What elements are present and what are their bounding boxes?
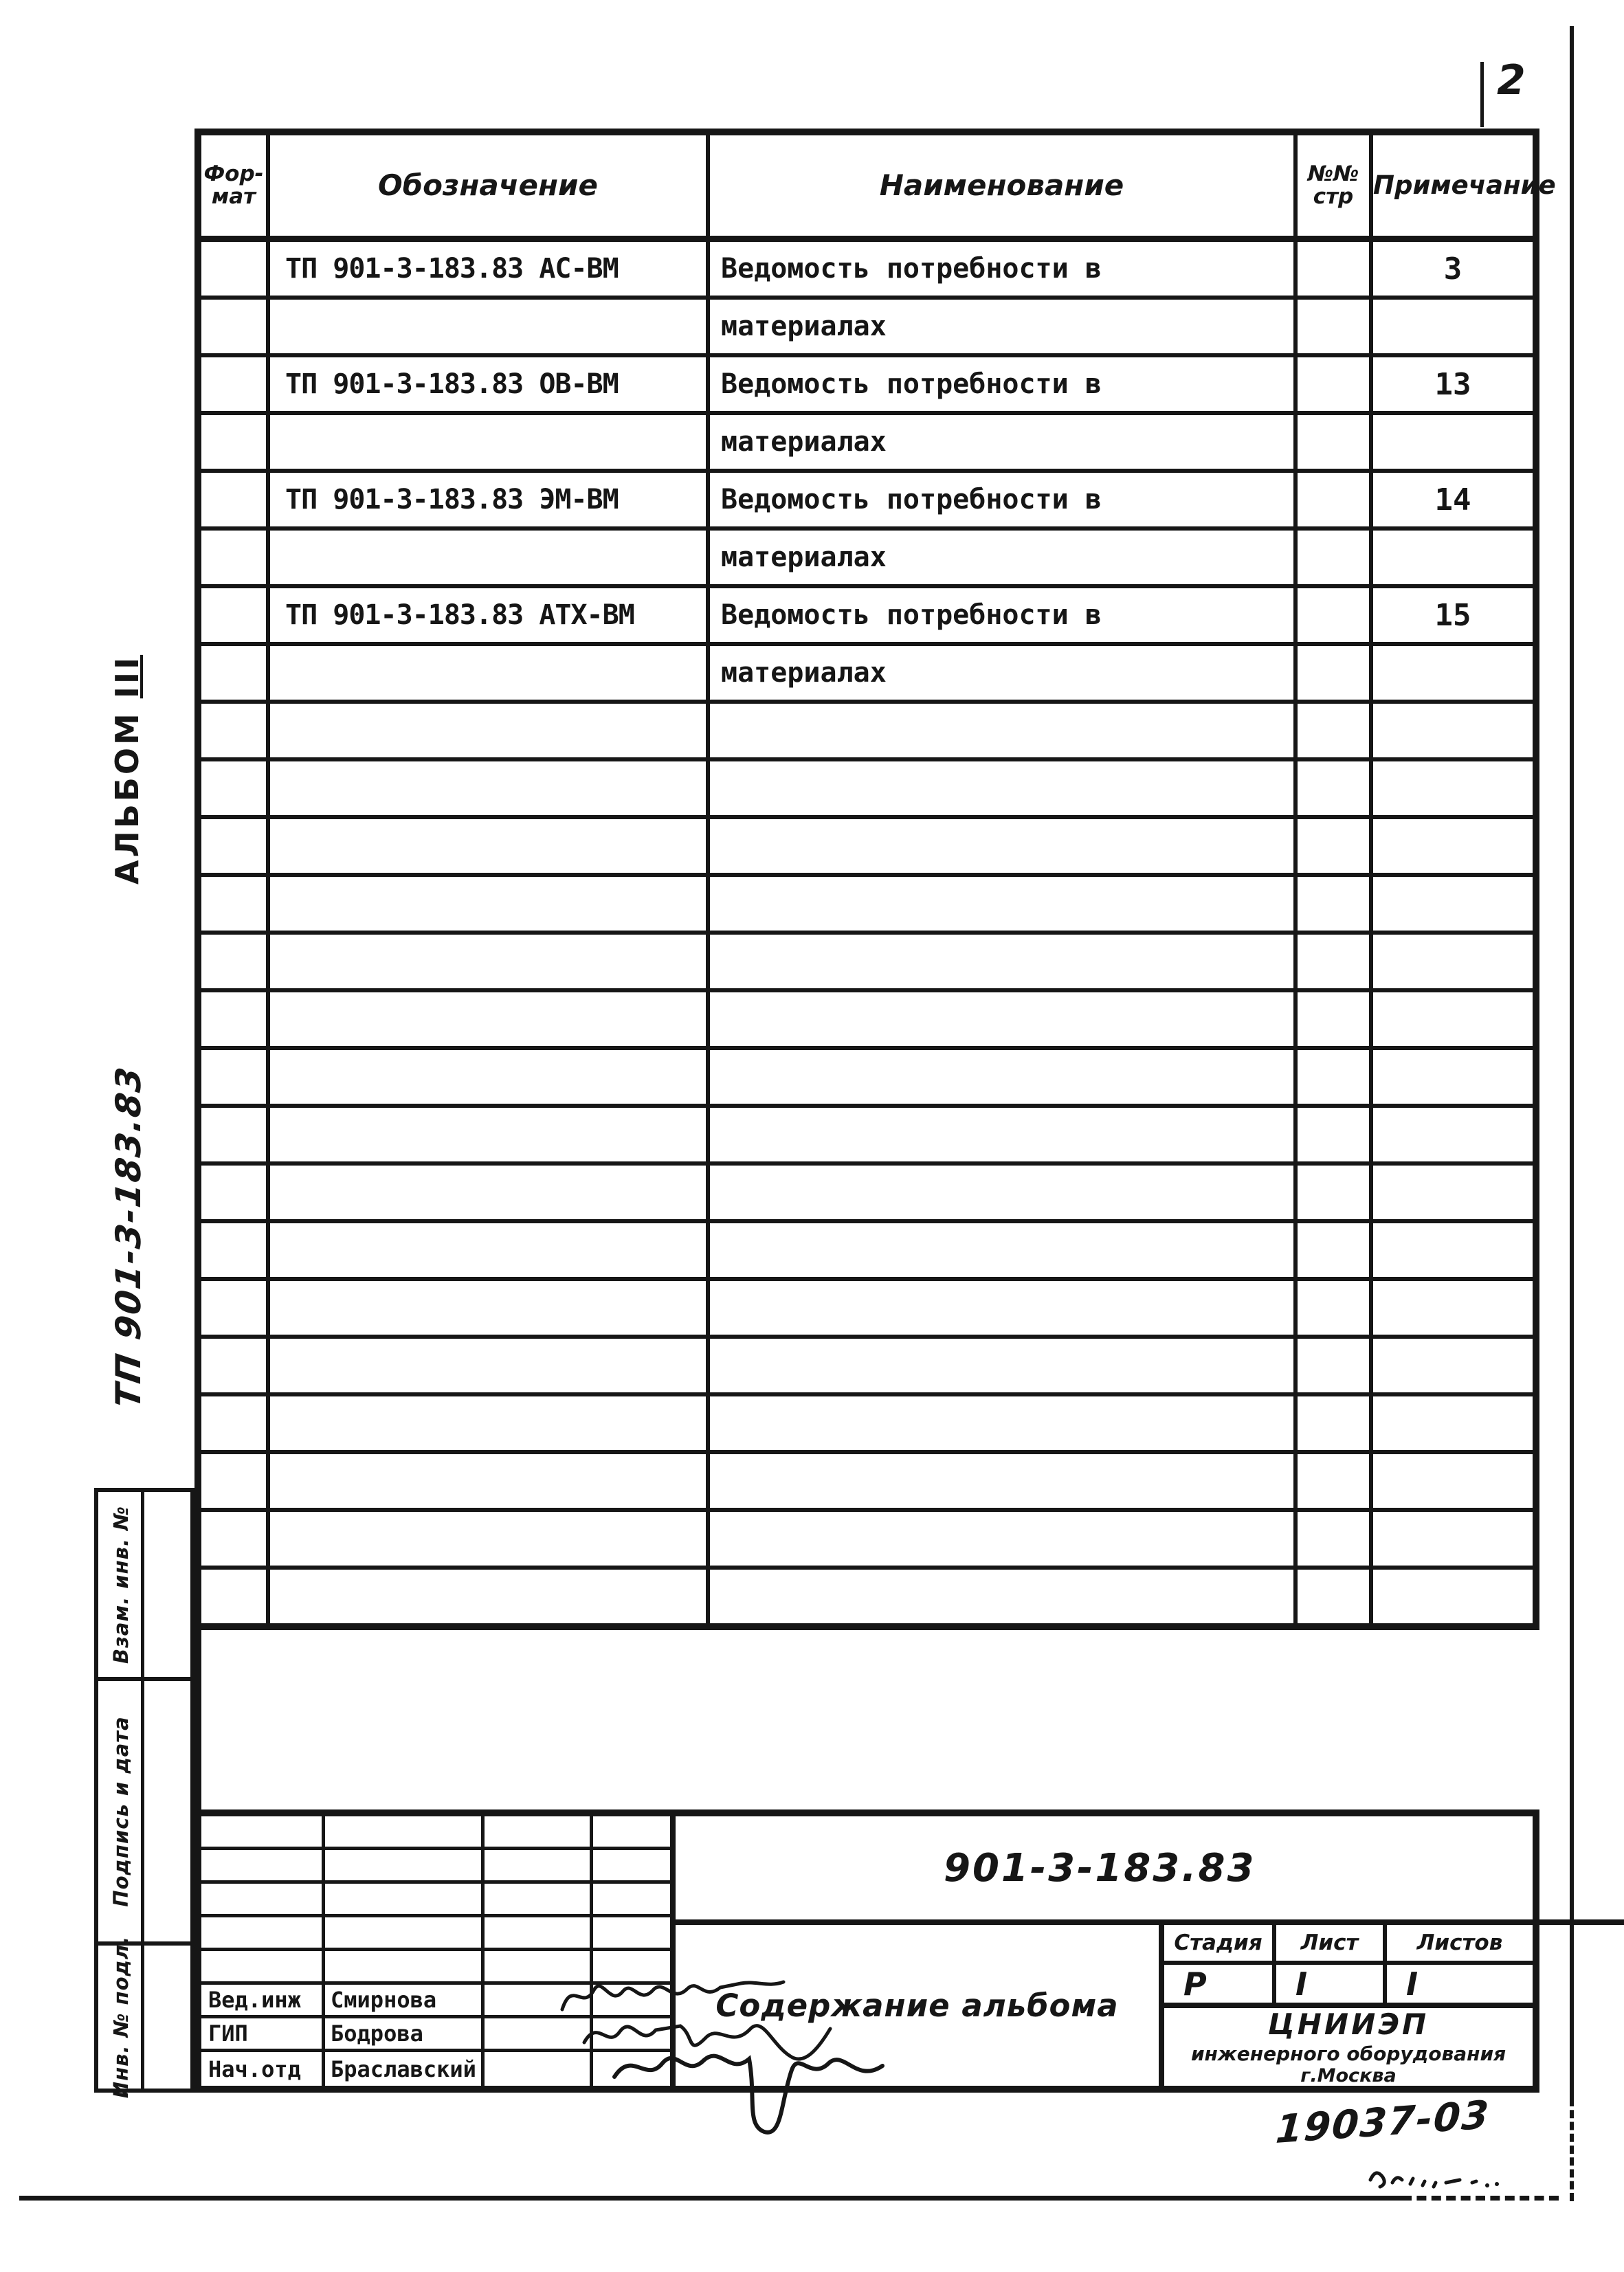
cell-pages [1298,992,1373,1046]
sheet-number-tick [1480,62,1484,127]
cell-designation [270,1396,710,1450]
cell-pages [1298,300,1373,353]
header-pages: №№ стр [1298,135,1373,236]
signature-grid-cell [201,1850,325,1884]
cell-designation [270,415,710,469]
table-row [201,1454,1533,1512]
cell-name: материалах [710,300,1298,353]
signature-grid-cell [325,1884,485,1917]
cell-name [710,1050,1298,1104]
cell-name [710,935,1298,988]
table-row [201,1050,1533,1108]
cell-name [710,1108,1298,1161]
cell-designation [270,531,710,584]
cell-note [1373,1454,1533,1508]
cell-pages [1298,1166,1373,1219]
table-row [201,1339,1533,1396]
cell-name: материалах [710,415,1298,469]
cell-format [201,1223,270,1277]
signature-grid-cell [201,1951,325,1985]
cell-pages [1298,819,1373,873]
cell-note [1373,1281,1533,1335]
cell-pages [1298,704,1373,757]
cell-designation [270,935,710,988]
cell-pages [1298,1454,1373,1508]
cell-designation [270,646,710,700]
sheets-label: Листов [1416,1930,1503,1955]
organization-city: г.Москва [1300,2065,1397,2086]
signature-role: Вед.инж [201,1985,325,2018]
cell-format [201,1396,270,1450]
signature-grid-cell [485,1816,593,1850]
table-row [201,935,1533,992]
cell-pages [1298,761,1373,815]
cell-pages [1298,415,1373,469]
page-right-border [1570,26,1574,2098]
cell-name [710,704,1298,757]
sidebar-box-inv-podl [94,1935,194,2099]
cell-format [201,242,270,296]
cell-name: Ведомость потребности в [710,588,1298,642]
table-row [201,588,1533,646]
cell-format [201,992,270,1046]
cell-pages [1298,357,1373,411]
header-name: Наименование [710,135,1298,236]
cell-note [1373,1339,1533,1392]
table-row [201,992,1533,1050]
cell-note [1373,704,1533,757]
signature-scribble [605,2036,893,2146]
table-row [201,300,1533,357]
cell-designation: ТП 901-3-183.83 АТХ-ВМ [270,588,710,642]
table-row [201,1570,1533,1623]
cell-name [710,1570,1298,1623]
table-row [201,877,1533,935]
cell-designation [270,761,710,815]
cell-note: 13 [1434,366,1471,402]
cell-designation [270,1281,710,1335]
table-row [201,761,1533,819]
cell-pages [1298,473,1373,526]
signature-grid-cell [593,1850,670,1884]
cell-format [201,300,270,353]
cell-format [201,357,270,411]
cell-designation: ТП 901-3-183.83 АС-ВМ [270,242,710,296]
cell-name: материалах [710,646,1298,700]
cell-name: Ведомость потребности в [710,357,1298,411]
table-row [201,1396,1533,1454]
cell-note [1373,877,1533,931]
cell-format [201,646,270,700]
cell-name [710,992,1298,1046]
cell-name [710,1281,1298,1335]
stage-value: Р [1164,1965,1276,2003]
signature-grid-cell [325,1816,485,1850]
cell-note [1373,646,1533,700]
header-note: Примечание [1373,170,1556,200]
cell-note [1373,1166,1533,1219]
cell-pages [1298,531,1373,584]
sidebar-box-label: Подпись и дата [109,1715,133,1907]
cell-designation: ТП 901-3-183.83 ЭМ-ВМ [270,473,710,526]
signature-grid-cell [485,1884,593,1917]
header-designation: Обозначение [270,135,710,236]
contents-table-header [201,135,1556,242]
signature-grid-cell [325,1951,485,1985]
footer-rule [19,2196,1402,2201]
table-body [201,242,1533,1623]
cell-designation [270,992,710,1046]
cell-name: материалах [710,531,1298,584]
table-row [201,473,1533,531]
cell-pages [1298,242,1373,296]
contents-table [194,129,1556,1630]
signature-role: ГИП [201,2018,325,2052]
signature-grid-cell [593,1917,670,1951]
table-row [201,415,1533,473]
cell-format [201,1108,270,1161]
cell-name [710,1396,1298,1450]
cell-note [1373,819,1533,873]
cell-note: 3 [1443,251,1462,287]
sheet-label: Лист [1276,1925,1387,1961]
table-row [201,1166,1533,1223]
signature-grid-cell [201,1884,325,1917]
sidebar-box-podpis-data [94,1677,194,1946]
cell-designation [270,1512,710,1566]
cell-format [201,819,270,873]
table-row [201,704,1533,761]
cell-note [1373,531,1533,584]
table-row [201,1223,1533,1281]
cell-format [201,1281,270,1335]
stage-sheet-values [1164,1965,1533,2008]
cell-note [1373,992,1533,1046]
cell-pages [1298,877,1373,931]
cell-format [201,1454,270,1508]
organization-dept: инженерного оборудования [1190,2042,1506,2065]
cell-format [201,1339,270,1392]
cell-note [1373,1050,1533,1104]
doc-title: Содержание альбома [676,1925,1164,2086]
cell-designation [270,1166,710,1219]
cell-format [201,588,270,642]
organization [1164,2008,1533,2086]
cell-name [710,1512,1298,1566]
signature-grid-cell [485,1850,593,1884]
cell-note [1373,1570,1533,1623]
archive-stamp-number: 19037-03 [1274,2092,1491,2153]
cell-designation [270,1108,710,1161]
cell-name [710,819,1298,873]
signature-grid-cell [201,1917,325,1951]
cell-note: 14 [1434,482,1471,517]
cell-name [710,1454,1298,1508]
table-row [201,531,1533,588]
project-code-vertical-label: ТП 901-3-183.83 [109,1063,148,1411]
cell-note [1373,1108,1533,1161]
signature-grid-cell [325,1850,485,1884]
sidebar-box-label: Взам. инв. № [109,1505,133,1664]
signature-grid-cell [325,1917,485,1951]
cell-pages [1298,1223,1373,1277]
signature-grid-cell [593,1816,670,1850]
album-vertical-label [109,655,146,884]
cell-note [1373,300,1533,353]
cell-format [201,704,270,757]
signature-name: Смирнова [325,1985,485,2018]
organization-name: ЦНИИЭП [1267,2007,1430,2041]
table-row [201,1108,1533,1166]
cell-pages [1298,1050,1373,1104]
cell-format [201,935,270,988]
cell-format [201,415,270,469]
cell-designation: ТП 901-3-183.83 ОВ-ВМ [270,357,710,411]
cell-designation [270,1339,710,1392]
doc-number: 901-3-183.83 [676,1816,1624,1925]
sidebar-box-label: Инв. № подл. [109,1935,133,2099]
table-row [201,1281,1533,1339]
cell-designation [270,877,710,931]
cell-pages [1298,646,1373,700]
cell-pages [1298,1339,1373,1392]
cell-note [1373,415,1533,469]
cell-designation [270,1454,710,1508]
cell-format [201,761,270,815]
cell-name [710,1166,1298,1219]
footer-scribble [1365,2159,1557,2198]
cell-format [201,1166,270,1219]
cell-pages [1298,1108,1373,1161]
signature-name: Бодрова [325,2018,485,2052]
cell-note [1373,1223,1533,1277]
cell-format [201,473,270,526]
table-row [201,819,1533,877]
cell-format [201,1570,270,1623]
sidebar-box-vzam-inv [94,1488,194,1681]
signature-grid-cell [201,1816,325,1850]
table-row [201,357,1533,415]
cell-format [201,531,270,584]
cell-designation [270,819,710,873]
cell-pages [1298,1281,1373,1335]
cell-name: Ведомость потребности в [710,242,1298,296]
stage-label: Стадия [1164,1925,1276,1961]
cell-name [710,877,1298,931]
album-number: III [109,654,146,699]
signature-name: Браславский [325,2052,485,2086]
sheets-value: I [1406,1965,1419,2003]
cell-designation [270,704,710,757]
cell-pages [1298,1396,1373,1450]
cell-note [1373,935,1533,988]
cell-format [201,877,270,931]
cell-pages [1298,588,1373,642]
signature-role: Нач.отд [201,2052,325,2086]
table-row [201,1512,1533,1570]
header-format: Фор- мат [201,135,270,236]
table-row [201,646,1533,704]
signature-grid-cell [593,1884,670,1917]
page-right-border-dashed [1570,2098,1574,2201]
sheet-value: I [1276,1965,1387,2003]
stage-sheet-header [1164,1925,1533,1965]
sheet-number: 2 [1497,56,1526,104]
cell-pages [1298,1512,1373,1566]
cell-designation [270,1570,710,1623]
cell-note [1373,761,1533,815]
cell-designation [270,300,710,353]
album-word: АЛЬБОМ [109,711,146,885]
cell-name [710,761,1298,815]
left-frame-line [194,1629,201,1818]
cell-note [1373,1396,1533,1450]
cell-designation [270,1223,710,1277]
cell-pages [1298,1570,1373,1623]
cell-format [201,1050,270,1104]
cell-note: 15 [1434,597,1471,633]
cell-format [201,1512,270,1566]
cell-name [710,1223,1298,1277]
cell-designation [270,1050,710,1104]
cell-name: Ведомость потребности в [710,473,1298,526]
cell-note [1373,1512,1533,1566]
cell-pages [1298,935,1373,988]
table-row [201,242,1533,300]
cell-name [710,1339,1298,1392]
signature-grid-cell [485,1917,593,1951]
